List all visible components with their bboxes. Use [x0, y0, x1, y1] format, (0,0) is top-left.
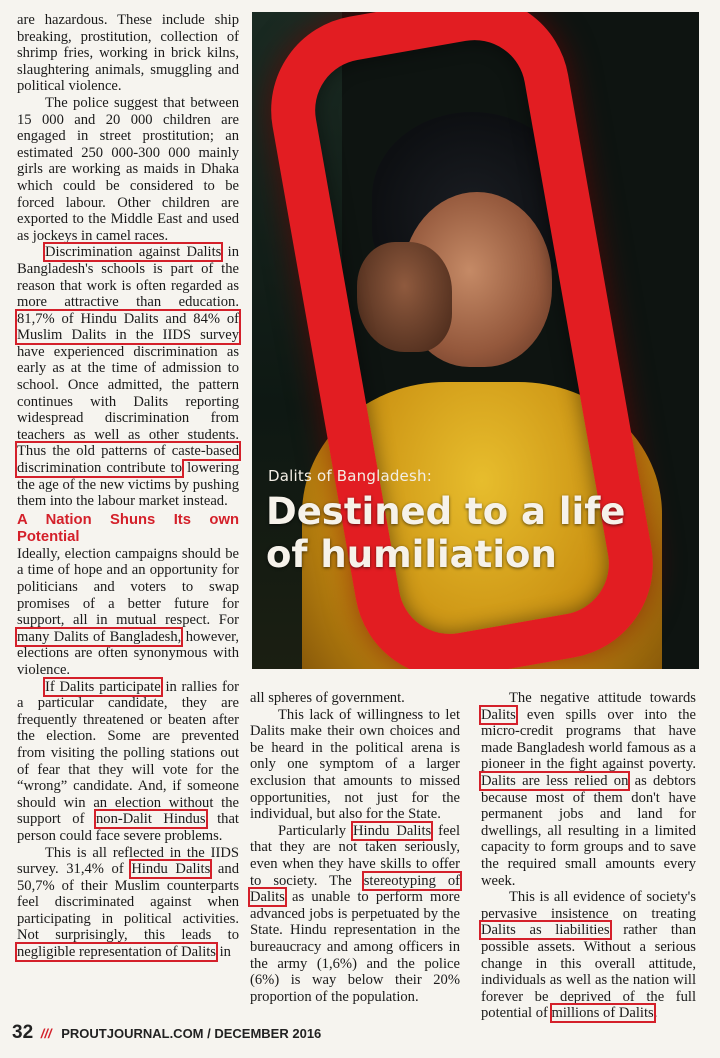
article-title — [266, 490, 625, 576]
highlight: Dalits are less relied on — [481, 772, 629, 789]
highlight: If Dalits participate — [45, 678, 161, 695]
highlight: Hindu Dalits — [352, 822, 432, 839]
article-column-3 — [481, 690, 696, 1022]
paragraph: Discrimination against Dalits in Bangladesh's schools is part of the reason that work is often regarded as more attractive than education. 81,7% of Hindu Dalits and 84% of Muslim Dalits in the IIDS survey have experienced discrimination as early as at the time of admission to school. Once admitted, the pattern continues with Dalits reporting widespread discrimination from teachers as well as other students. Thus the old patterns of caste-based discrimination contribute to lowering the age of the new victims by pushing them into the labour market instead. — [17, 244, 240, 510]
highlight: negligible representation of Dalits — [17, 944, 216, 961]
highlight: Thus the old patterns of caste-based discrimination contribute to — [17, 443, 239, 477]
highlight: Dalits — [481, 706, 516, 723]
paragraph: The negative attitude towards Dalits even spills over into the micro-credit programs that have made Bangladesh world famous as a pioneer in the fight against poverty. Dalits are less relied on as debtors because most of them don't have permanent jobs and land for dwellings, all resulting in a limited capacity to form groups and to save the required small amounts every week. — [481, 690, 696, 889]
paragraph: The police suggest that between 15 000 and 20 000 children are engaged in street prostitution; an estimated 250 000-300 000 mainly girls are working as maids in Dhaka which could be considered to be forced labour. Other children are exported to the Middle East and used as jockeys in camel races. — [17, 94, 239, 244]
article-column-1 — [17, 12, 239, 961]
highlight: millions of Dalits — [551, 1005, 654, 1022]
title-line: of humiliation — [266, 533, 557, 576]
page-number: 32 — [12, 1022, 34, 1043]
article-kicker: Dalits of Bangladesh: — [268, 467, 432, 485]
highlight: non-Dalit Hindus — [95, 811, 206, 828]
footer-divider: /// — [40, 1026, 52, 1041]
highlight: Dalits as liabilities — [481, 922, 610, 939]
paragraph: This lack of willingness to let Dalits make their own choices and be heard in the political arena is only one symptom of a larger exclusion that amounts to missed opportunities, not just for the individual, but also for the State. — [250, 706, 460, 823]
title-line: Destined to a life — [266, 490, 626, 533]
hero-photo — [252, 12, 699, 669]
paragraph: Particularly Hindu Dalits feel that they are not taken seriously, even when they have skills to offer to society. The stereotyping of Dalits as unable to perform more advanced jobs is perpetuated by the State. Hindu representation in the bureaucracy and among officers in the army (1,6%) and the police (6%) is way below their 20% proportion of the population. — [250, 822, 461, 1005]
highlight: Hindu Dalits — [131, 861, 211, 878]
paragraph: If Dalits participate in rallies for a particular candidate, they are frequently threatened or beaten after the election. Some are prevented from visiting the polling stations out of fear that they will vote for the “wrong” candidate. And, if someone should win an election without the support of non-Dalit Hindus that person could face severe problems. — [17, 678, 239, 844]
paragraph: This is all evidence of society's pervasive insistence on treating Dalits as liabilities rather than possible assets. Without a serious change in this overall attitude, individuals as well as the nation will forever be deprived of the full potential of millions of Dalits. — [481, 889, 696, 1022]
highlight: stereotyping of Dalits — [250, 872, 461, 906]
paragraph: This is all reflected in the IIDS survey. 31,4% of Hindu Dalits and 50,7% of their Muslim counterparts feel discriminated against when participating in political activities. Not surprisingly, this leads to negligible representation of Dalits in — [17, 844, 239, 961]
paragraph: Ideally, election campaigns should be a time of hope and an opportunity for politicians and voters to swap promises of a better future for support, all in mutual respect. For many Dalits of Bangladesh, however, elections are often synonymous with violence. — [17, 545, 239, 678]
highlight: Discrimination against Dalits — [45, 244, 222, 261]
section-heading: A Nation Shuns Its own Potential — [17, 511, 239, 545]
highlight: 81,7% of Hindu Dalits and 84% of Muslim Dalits in the IIDS survey — [17, 310, 239, 344]
page-footer — [12, 1022, 321, 1044]
journal-name: PROUTJOURNAL.COM / DECEMBER 2016 — [61, 1026, 322, 1041]
article-column-2 — [250, 690, 460, 1005]
paragraph: are hazardous. These include ship breaking, prostitution, collection of shrimp fries, working in brick kilns, slaughtering animals, smuggling and political violence. — [17, 12, 239, 95]
highlight: many Dalits of Bangladesh, — [17, 628, 182, 645]
paragraph: all spheres of government. — [250, 690, 405, 706]
